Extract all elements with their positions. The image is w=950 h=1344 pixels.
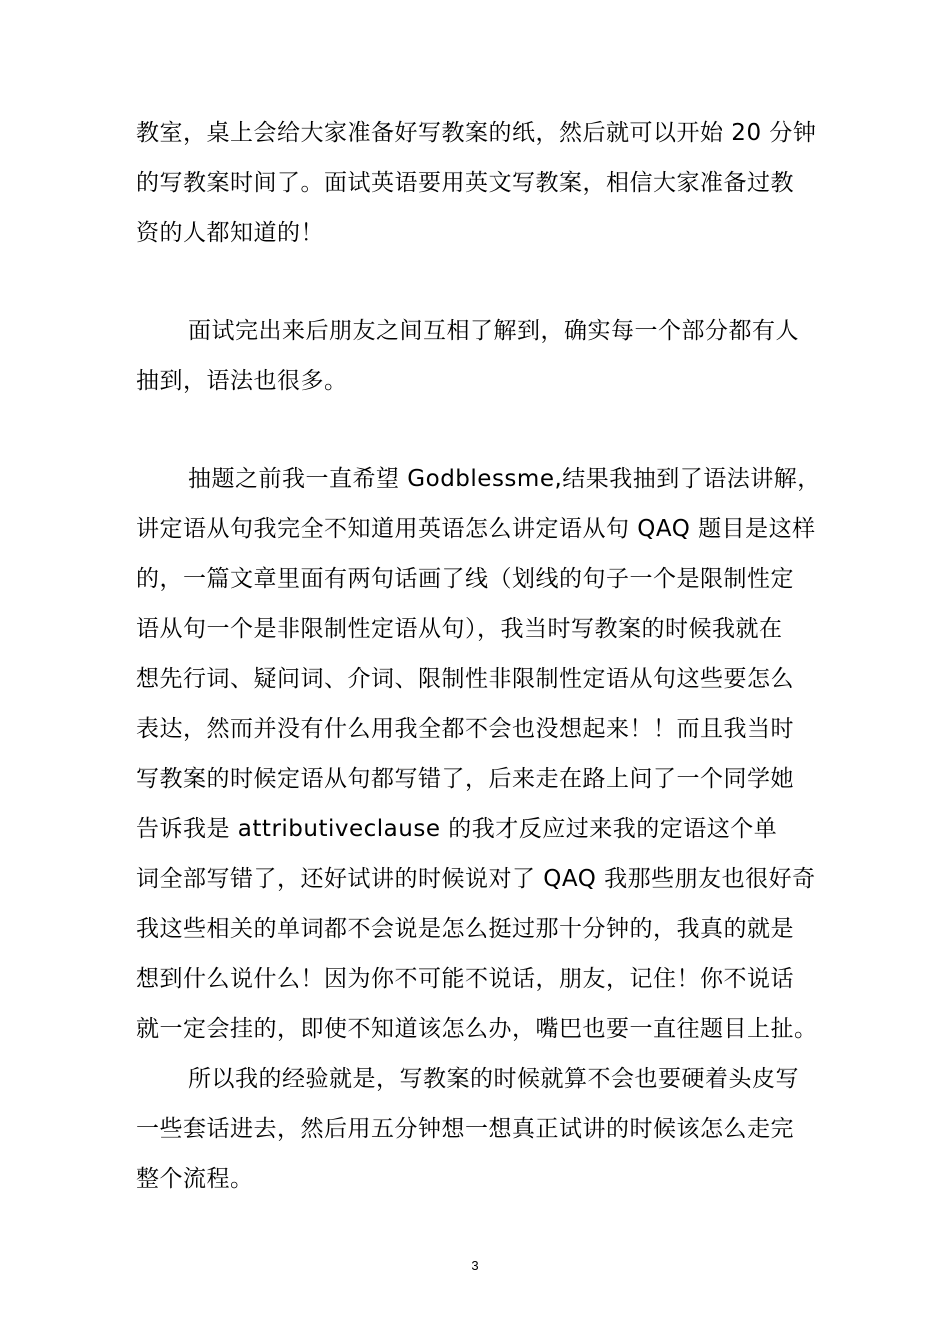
paragraph-line: 表达，然而并没有什么用我全都不会也没想起来！！而且我当时 — [136, 716, 794, 742]
paragraph-line: 写教案的时候定语从句都写错了，后来走在路上问了一个同学她 — [136, 766, 794, 792]
paragraph-line: 面试完出来后朋友之间互相了解到，确实每一个部分都有人 — [188, 318, 799, 344]
paragraph-3 — [136, 454, 836, 1054]
paragraph-line: 就一定会挂的，即使不知道该怎么办，嘴巴也要一直往题目上扯。 — [136, 1016, 818, 1042]
paragraph-line: 教室，桌上会给大家准备好写教案的纸，然后就可以开始 20 分钟 — [136, 120, 817, 146]
paragraph-line: 抽到，语法也很多。 — [136, 368, 348, 394]
paragraph-line: 抽题之前我一直希望 Godblessme,结果我抽到了语法讲解， — [188, 466, 821, 492]
paragraph-1 — [136, 108, 836, 258]
paragraph-line: 讲定语从句我完全不知道用英语怎么讲定语从句 QAQ 题目是这样 — [136, 516, 816, 542]
paragraph-line: 资的人都知道的！ — [136, 220, 324, 246]
paragraph-4 — [136, 1054, 836, 1204]
page-number: 3 — [471, 1258, 479, 1273]
paragraph-line: 所以我的经验就是，写教案的时候就算不会也要硬着头皮写 — [188, 1066, 799, 1092]
paragraph-line: 语从句一个是非限制性定语从句），我当时写教案的时候我就在 — [136, 616, 783, 642]
paragraph-line: 想先行词、疑问词、介词、限制性非限制性定语从句这些要怎么 — [136, 666, 794, 692]
paragraph-line: 一些套话进去，然后用五分钟想一想真正试讲的时候该怎么走完 — [136, 1116, 794, 1142]
paragraph-line: 想到什么说什么！因为你不可能不说话，朋友，记住！你不说话 — [136, 966, 794, 992]
paragraph-2 — [136, 306, 836, 406]
paragraph-line: 我这些相关的单词都不会说是怎么挺过那十分钟的，我真的就是 — [136, 916, 794, 942]
paragraph-line: 告诉我是 attributiveclause 的我才反应过来我的定语这个单 — [136, 816, 778, 842]
paragraph-line: 的写教案时间了。面试英语要用英文写教案，相信大家准备过教 — [136, 170, 794, 196]
paragraph-line: 的，一篇文章里面有两句话画了线（划线的句子一个是限制性定 — [136, 566, 794, 592]
paragraph-line: 词全部写错了，还好试讲的时候说对了 QAQ 我那些朋友也很好奇 — [136, 866, 816, 892]
paragraph-line: 整个流程。 — [136, 1166, 254, 1192]
